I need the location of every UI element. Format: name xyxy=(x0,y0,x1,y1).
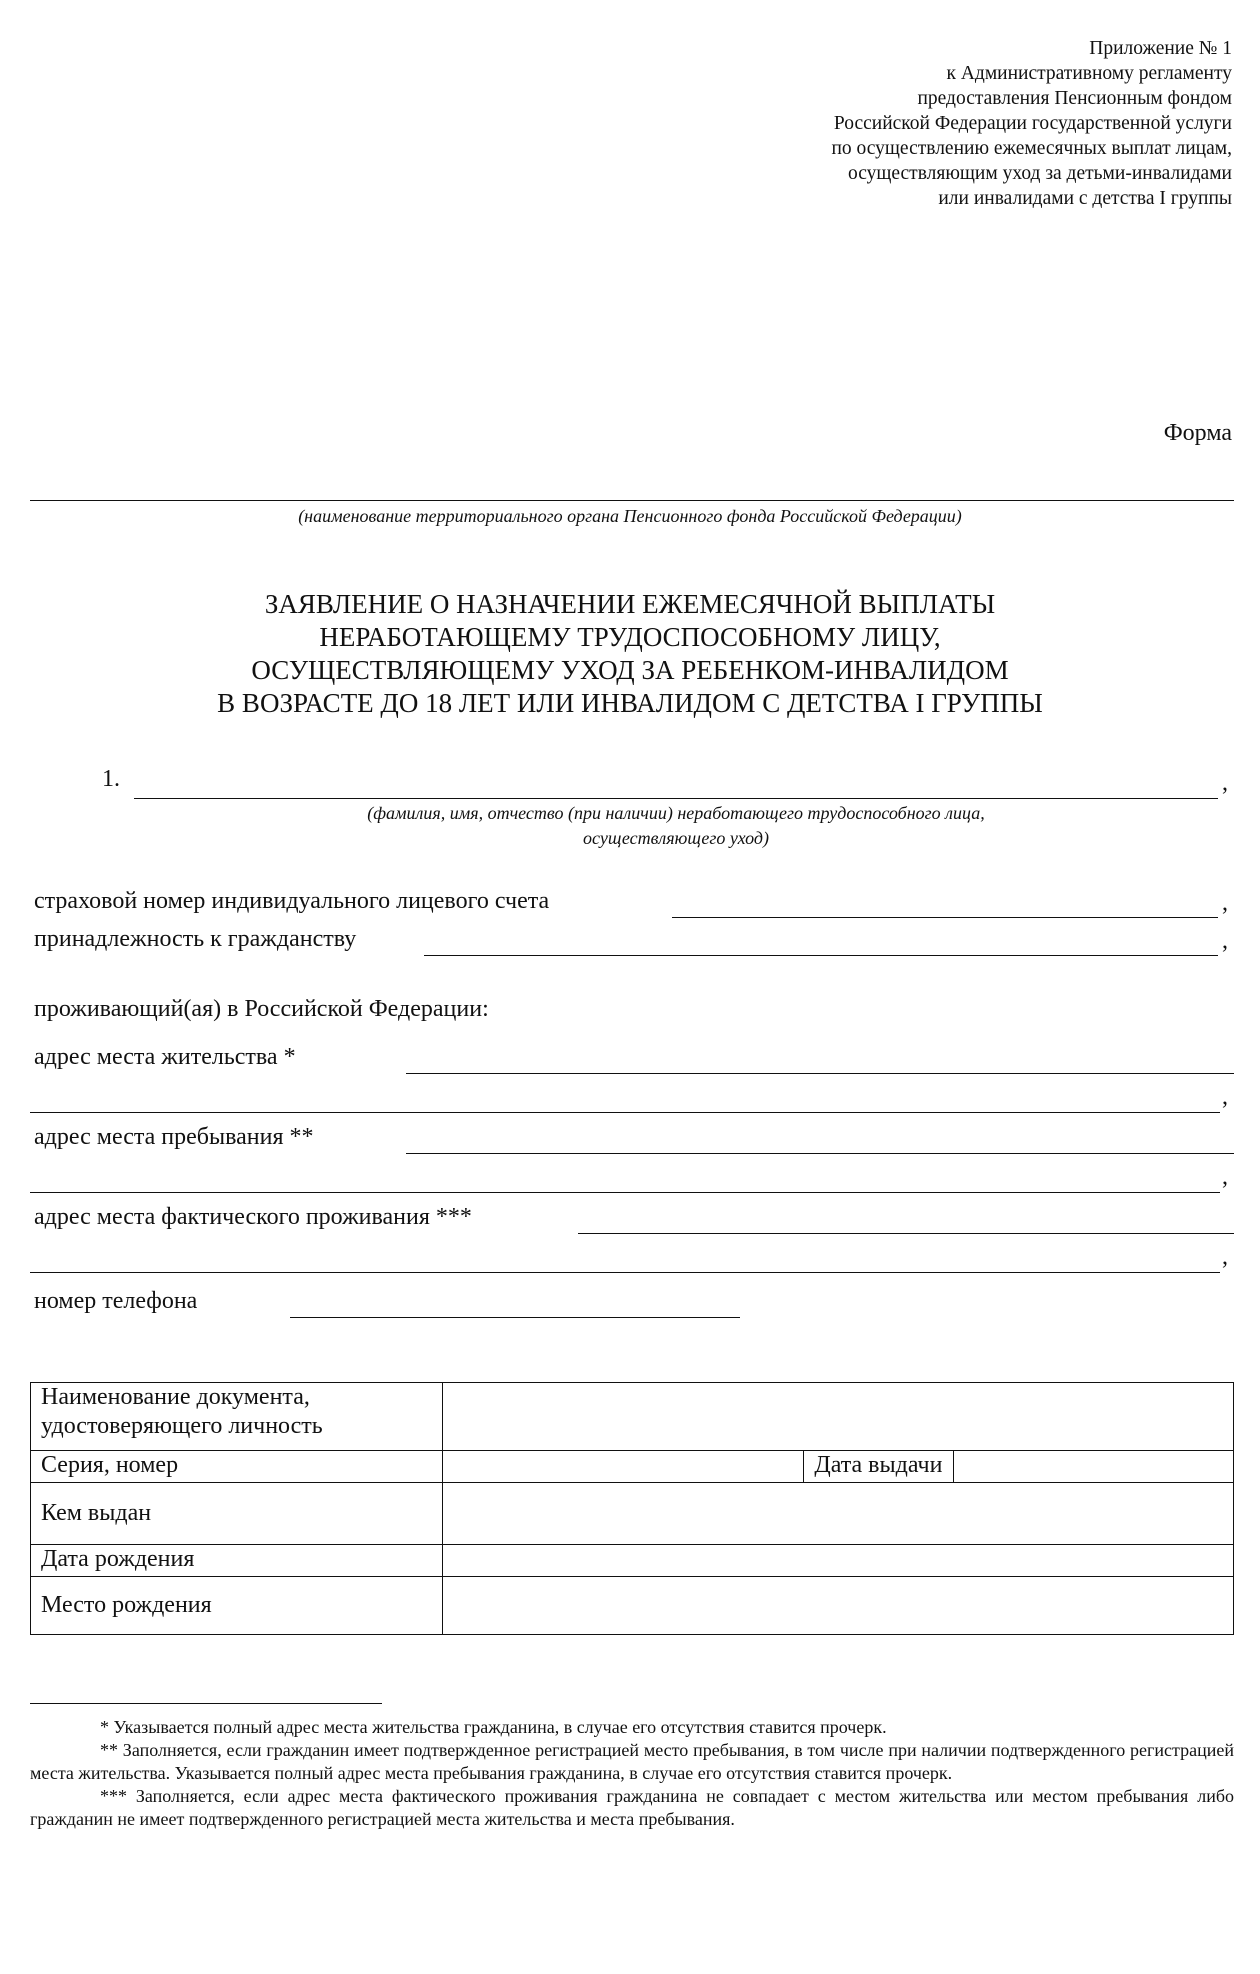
birth-date-cell[interactable] xyxy=(442,1545,1233,1577)
full-name-caption-2: осуществляющего уход) xyxy=(582,828,770,848)
org-name-line[interactable] xyxy=(30,500,1234,501)
org-name-caption: (наименование территориального органа Пенсионного фонда Российской Федерации) xyxy=(298,506,962,526)
appendix-note-line: к Административному регламенту xyxy=(946,63,1232,84)
issue-date-label: Дата выдачи xyxy=(804,1451,954,1483)
actual-address-label: адрес места фактического проживания *** xyxy=(34,1204,472,1230)
stay-address-line-2[interactable] xyxy=(30,1192,1220,1193)
residence-address-line[interactable] xyxy=(406,1073,1234,1074)
actual-address-line[interactable] xyxy=(578,1233,1234,1234)
snils-line[interactable] xyxy=(672,917,1218,918)
footnote-3: *** Заполняется, если адрес места фактического проживания гражданина не совпадает с местом жительства или местом пребывания либо гражданин не имеет подтвержденного регистрацией места жительства и места пребывания. xyxy=(30,1786,1234,1829)
appendix-note-line: Российской Федерации государственной услуги xyxy=(833,113,1232,134)
footnote-1: * Указывается полный адрес места жительства гражданина, в случае его отсутствия ставится прочерк. xyxy=(100,1717,887,1737)
appendix-note-line: осуществляющим уход за детьми-инвалидами xyxy=(847,163,1232,184)
appendix-note xyxy=(632,36,1232,211)
footnote-separator xyxy=(30,1703,382,1704)
appendix-note-line: предоставления Пенсионным фондом xyxy=(917,88,1232,109)
comma: , xyxy=(1222,1164,1228,1190)
issue-date-cell[interactable] xyxy=(954,1451,1234,1483)
full-name-line[interactable] xyxy=(134,798,1218,799)
document-title xyxy=(0,588,1260,720)
title-line: НЕРАБОТАЮЩЕМУ ТРУДОСПОСОБНОМУ ЛИЦУ, xyxy=(319,622,941,652)
title-line: ЗАЯВЛЕНИЕ О НАЗНАЧЕНИИ ЕЖЕМЕСЯЧНОЙ ВЫПЛАТЫ xyxy=(264,589,996,619)
stay-address-label: адрес места пребывания ** xyxy=(34,1124,314,1150)
item-number: 1. xyxy=(102,766,120,792)
doc-name-cell[interactable] xyxy=(442,1383,1233,1451)
residence-address-line-2[interactable] xyxy=(30,1112,1220,1113)
series-number-cell[interactable] xyxy=(442,1451,804,1483)
phone-label: номер телефона xyxy=(34,1288,198,1314)
comma: , xyxy=(1222,770,1228,796)
appendix-note-line: по осуществлению ежемесячных выплат лицам, xyxy=(831,138,1232,159)
comma: , xyxy=(1222,1084,1228,1110)
birth-date-label: Дата рождения xyxy=(31,1545,443,1577)
footnote-2: ** Заполняется, если гражданин имеет подтвержденное регистрацией место пребывания, в том числе при наличии подтвержденного регистрацией места жительства. Указывается полный адрес места пребывания гражданина, в случае его отсутствия ставится прочерк. xyxy=(30,1740,1234,1783)
issued-by-cell[interactable] xyxy=(442,1483,1233,1545)
doc-name-label: Наименование документа, удостоверяющего личность xyxy=(31,1383,443,1451)
birth-place-label: Место рождения xyxy=(31,1577,443,1635)
series-number-label: Серия, номер xyxy=(31,1451,443,1483)
issued-by-label: Кем выдан xyxy=(31,1483,443,1545)
full-name-caption: (фамилия, имя, отчество (при наличии) неработающего трудоспособного лица, xyxy=(367,803,985,823)
stay-address-line[interactable] xyxy=(406,1153,1234,1154)
footnotes xyxy=(30,1716,1234,1831)
phone-line[interactable] xyxy=(290,1317,740,1318)
citizenship-label: принадлежность к гражданству xyxy=(34,926,357,952)
comma: , xyxy=(1222,928,1228,954)
title-line: В ВОЗРАСТЕ ДО 18 ЛЕТ ИЛИ ИНВАЛИДОМ С ДЕТСТВА I ГРУППЫ xyxy=(217,688,1043,718)
comma: , xyxy=(1222,890,1228,916)
residence-address-label: адрес места жительства * xyxy=(34,1044,296,1070)
appendix-note-line: или инвалидами с детства I группы xyxy=(938,188,1232,209)
comma: , xyxy=(1222,1244,1228,1270)
title-line: ОСУЩЕСТВЛЯЮЩЕМУ УХОД ЗА РЕБЕНКОМ-ИНВАЛИДОМ xyxy=(251,655,1009,685)
id-document-table xyxy=(30,1382,1234,1635)
snils-label: страховой номер индивидуального лицевого счета xyxy=(34,888,550,914)
residing-label: проживающий(ая) в Российской Федерации: xyxy=(34,996,489,1022)
form-label: Форма xyxy=(1163,420,1232,446)
actual-address-line-2[interactable] xyxy=(30,1272,1220,1273)
appendix-note-line: Приложение № 1 xyxy=(1089,38,1232,59)
citizenship-line[interactable] xyxy=(424,955,1218,956)
birth-place-cell[interactable] xyxy=(442,1577,1233,1635)
